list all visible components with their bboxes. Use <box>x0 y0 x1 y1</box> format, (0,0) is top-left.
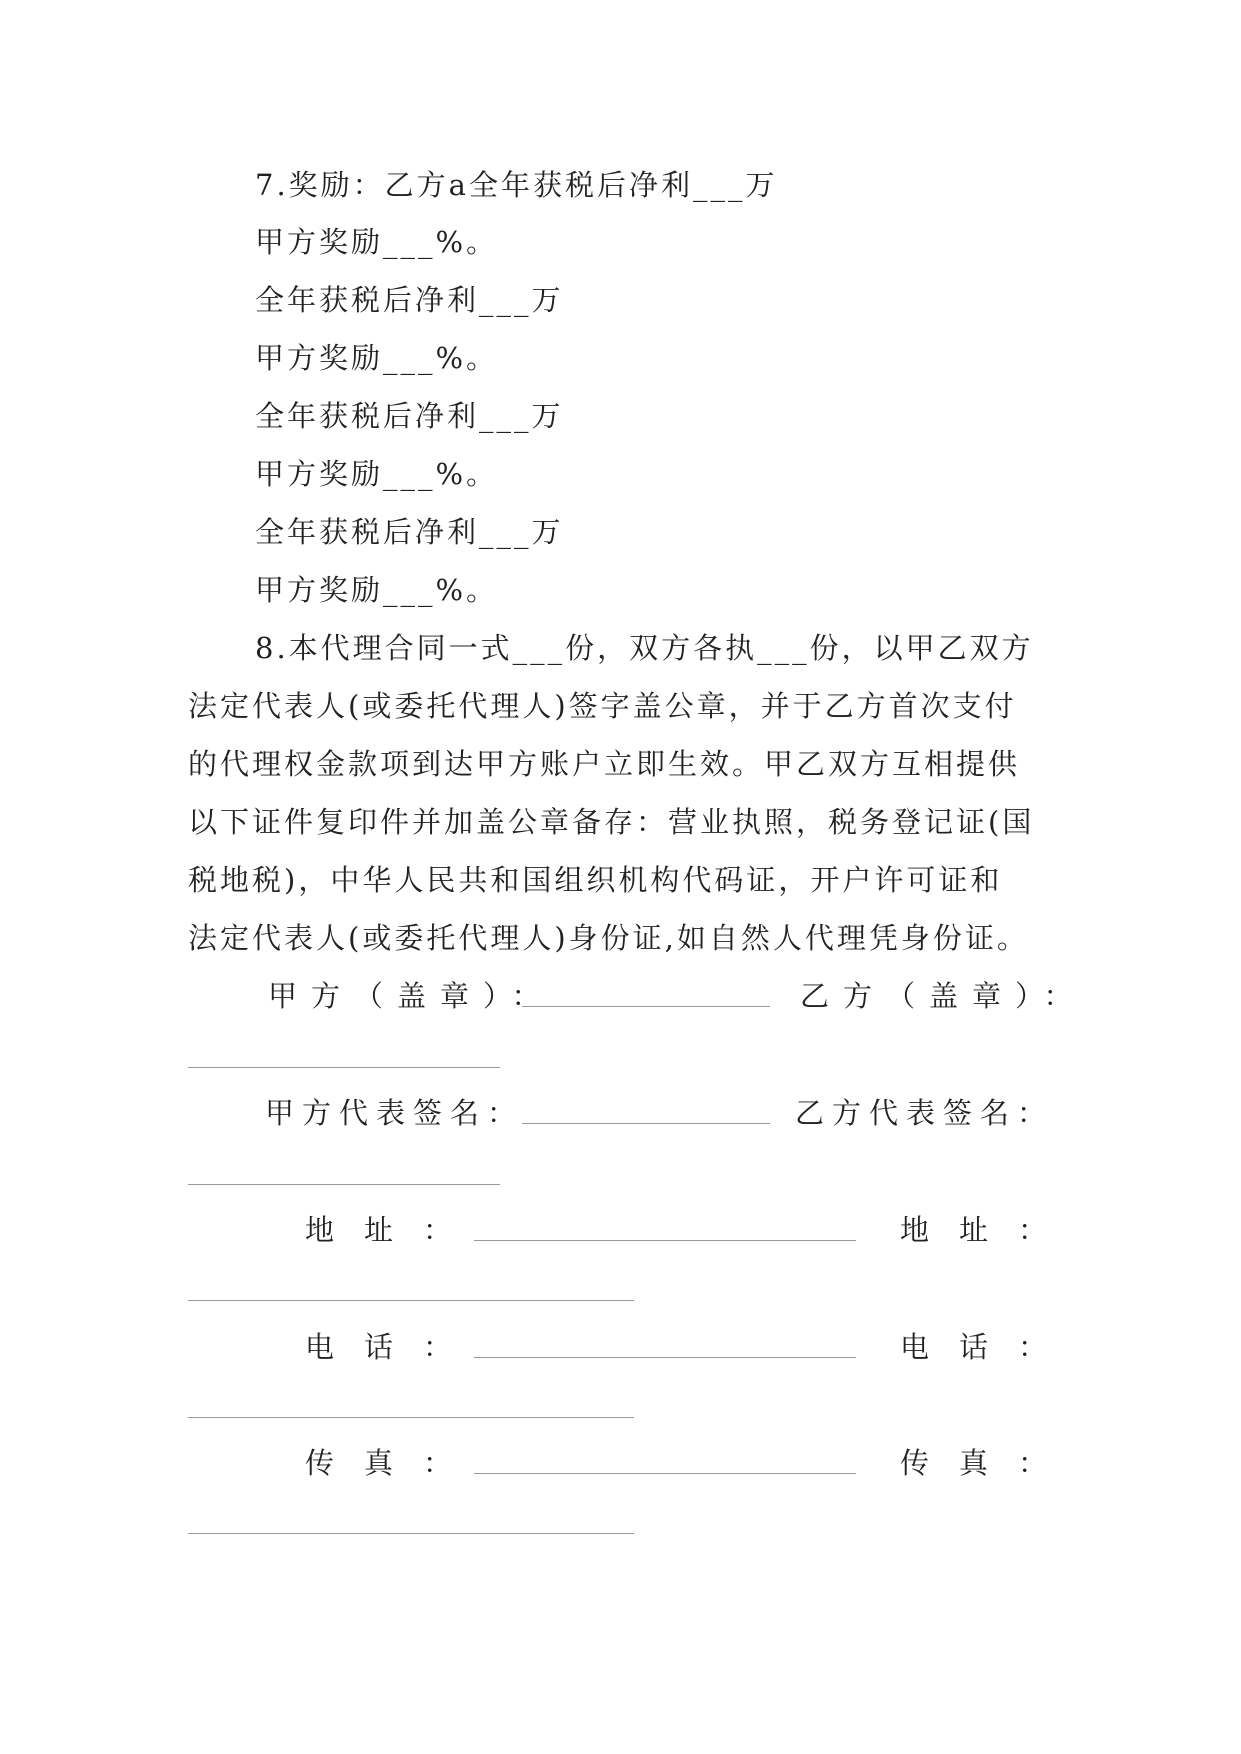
clause8-line-4: 以下证件复印件并加盖公章备存：营业执照，税务登记证(国 <box>188 805 1035 839</box>
address-b-line <box>188 1300 634 1301</box>
party-b-rep-label: 乙方代表签名： <box>795 1096 1055 1130</box>
reward-line-2: 甲方奖励___%。 <box>255 225 499 259</box>
clause8-line-6: 法定代表人(或委托代理人)身份证,如自然人代理凭身份证。 <box>188 921 1029 955</box>
fax-b-label: 传真： <box>900 1446 1078 1480</box>
reward-line-1: 7.奖励：乙方a全年获税后净利___万 <box>255 168 778 202</box>
phone-a-label: 电话： <box>305 1330 483 1364</box>
address-b-label: 地址： <box>900 1213 1078 1247</box>
party-b-seal-label: 乙方（盖章）： <box>800 979 1087 1013</box>
party-b-rep-line <box>188 1184 500 1185</box>
address-a-label: 地址： <box>305 1213 483 1247</box>
reward-line-6: 甲方奖励___%。 <box>255 457 499 491</box>
fax-a-label: 传真： <box>305 1446 483 1480</box>
clause8-line-2: 法定代表人(或委托代理人)签字盖公章，并于乙方首次支付 <box>188 689 1017 723</box>
fax-a-line <box>474 1473 856 1474</box>
party-a-seal-line <box>522 1006 770 1007</box>
reward-line-8: 甲方奖励___%。 <box>255 573 499 607</box>
reward-line-5: 全年获税后净利___万 <box>255 399 564 433</box>
phone-a-line <box>474 1357 856 1358</box>
party-a-seal-label: 甲方（盖章）： <box>268 979 555 1013</box>
clause8-line-1: 8.本代理合同一式___份，双方各执___份，以甲乙双方 <box>255 631 1034 665</box>
reward-line-7: 全年获税后净利___万 <box>255 515 564 549</box>
fax-b-line <box>188 1533 634 1534</box>
party-b-seal-line <box>188 1067 500 1068</box>
party-a-rep-label: 甲方代表签名： <box>265 1096 525 1130</box>
address-a-line <box>474 1240 856 1241</box>
clause8-line-3: 的代理权金款项到达甲方账户立即生效。甲乙双方互相提供 <box>188 747 1021 781</box>
phone-b-line <box>188 1417 634 1418</box>
clause8-line-5: 税地税)，中华人民共和国组织机构代码证，开户许可证和 <box>188 863 1003 897</box>
reward-line-3: 全年获税后净利___万 <box>255 283 564 317</box>
party-a-rep-line <box>522 1123 770 1124</box>
phone-b-label: 电话： <box>900 1330 1078 1364</box>
reward-line-4: 甲方奖励___%。 <box>255 341 499 375</box>
